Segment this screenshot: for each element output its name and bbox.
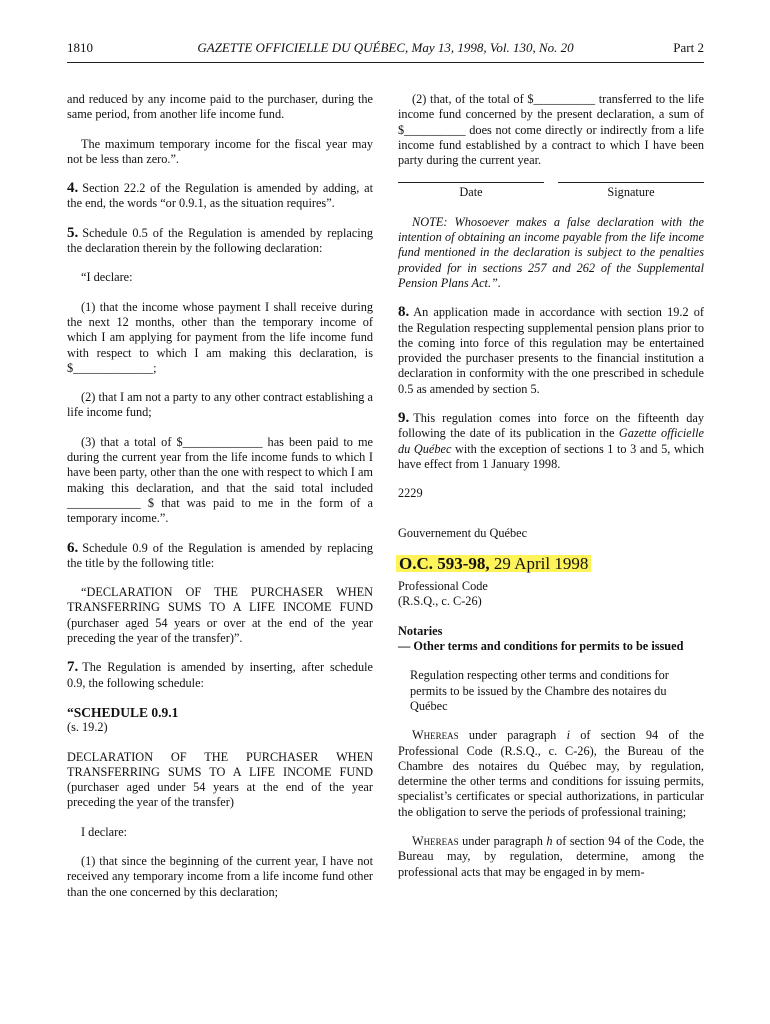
section-text: Schedule 0.5 of the Regulation is amended by replacing the declaration therein by the following declaration:	[67, 225, 373, 256]
whereas-paragraph	[398, 834, 704, 880]
gazette-title: GAZETTE OFFICIELLE DU QUÉBEC, May 13, 1998, Vol. 130, No. 20	[197, 40, 574, 55]
whereas-text: under paragraph	[458, 833, 547, 848]
section-number: 8.	[398, 304, 410, 321]
declaration-item: (2) that, of the total of $__________ transferred to the life income fund concerned by the present declaration, a sum of $__________ does not come directly or indirectly from a life income fund established by a contract to which I have been party during the current year.	[398, 92, 704, 168]
gazette-name: Gazette officielle du Québec	[398, 426, 704, 456]
signature-line: Signature	[558, 182, 704, 200]
declaration-item: (1) that the income whose payment I shall receive during the next 12 months, other than the temporary income of which I am applying for payment from the life income fund with respect to which I am making this declaration, is $_____________;	[67, 299, 373, 375]
section-text: Section 22.2 of the Regulation is amended by adding, at the end, the words “or 0.9.1, as the situation requires”.	[67, 181, 373, 211]
section-number: 5.	[67, 224, 79, 241]
section-text: The Regulation is amended by inserting, after schedule 0.9, the following schedule:	[67, 660, 373, 690]
whereas-paragraph	[398, 728, 704, 820]
code-reference: (R.S.Q., c. C-26)	[398, 594, 482, 609]
section-6	[67, 541, 373, 572]
regulation-title: Regulation respecting other terms and conditions for permits to be issued by the Chambre des notaires du Québec	[410, 668, 669, 713]
declaration-item: (2) that I am not a party to any other contract establishing a life income fund;	[67, 390, 373, 420]
section-text: with the exception of sections 1 to 3 and 5, which have effect from 1 January 1998.	[398, 441, 704, 471]
whereas-lead: Whereas	[412, 833, 459, 848]
whereas-text: of section 94 of the Code, the Bureau may, by regulation, determine, among the professional acts that may be engaged in by mem-	[398, 833, 704, 879]
header-rule	[67, 62, 704, 63]
whereas-lead: Whereas	[412, 728, 459, 743]
section-number: 6.	[67, 539, 79, 556]
whereas-text: of section 94 of the Professional Code (R.S.Q., c. C-26), the Bureau of the Chambre des notaires du Québec may, by regulation, determine the other terms and conditions for issuing permits, specialist’s certificates or special authorizations, in particular the obligation to serve the periods of professional training;	[398, 728, 704, 819]
section-number: 9.	[398, 410, 410, 427]
signature-row	[398, 182, 704, 200]
paragraph: The maximum temporary income for the fiscal year may not be less than zero.”.	[67, 136, 373, 166]
reference-number: 2229	[398, 486, 423, 501]
schedule-declaration-title: DECLARATION OF THE PURCHASER WHEN TRANSFERRING SUMS TO A LIFE INCOME FUND (purchaser aged under 54 years at the end of the year preceding the year of the transfer)	[67, 749, 373, 810]
page-header	[67, 40, 704, 60]
declaration-item: (3) that a total of $_____________ has been paid to me during the current year from the life income funds to which I have been party, other than the one with respect to which I am making this declaration, and that the said total included ____________ $ that was paid to me in the form of a temporary income.”.	[67, 434, 373, 526]
page-number: 1810	[67, 40, 93, 55]
notaries-subheading: — Other terms and conditions for permits to be issued	[398, 639, 684, 654]
paragraph-letter: h	[546, 833, 553, 848]
note: NOTE: Whosoever makes a false declaration with the intention of obtaining an income payable from the life income fund mentioned in the declaration is subject to the penalties provided for in sections 257 and 262 of the Supplemental Pension Plans Act.”.	[398, 214, 704, 290]
paragraph-letter: i	[566, 728, 570, 743]
code-name: Professional Code	[398, 579, 488, 594]
left-column	[67, 92, 373, 914]
section-4	[67, 181, 373, 212]
declare-line: I declare:	[81, 824, 128, 839]
date-line: Date	[398, 182, 544, 200]
part-label: Part 2	[673, 40, 704, 55]
order-in-council-highlight	[396, 555, 591, 572]
schedule-reference: (s. 19.2)	[67, 720, 108, 735]
notaries-heading: Notaries	[398, 623, 443, 638]
section-5	[67, 226, 373, 257]
declare-line: “I declare:	[81, 270, 133, 285]
section-text: This regulation comes into force on the fifteenth day following the date of its publication in the	[398, 411, 704, 441]
section-text: An application made in accordance with section 19.2 of the Regulation respecting supplemental pension plans prior to the coming into force of this regulation may be entertained provided the purchaser presents to the financial institution a declaration in conformity with the one prescribed in schedule 0.5 as amended by section 5.	[398, 305, 704, 396]
order-in-council	[398, 555, 704, 573]
section-8	[398, 305, 704, 397]
schedule-title: “SCHEDULE 0.9.1	[67, 704, 179, 720]
oc-number: O.C. 593-98,	[399, 553, 490, 573]
oc-date: 29 April 1998	[489, 553, 589, 573]
whereas-text: under paragraph	[458, 728, 567, 743]
government-name: Gouvernement du Québec	[398, 525, 528, 540]
section-text: Schedule 0.9 of the Regulation is amended by replacing the title by the following title:	[67, 540, 373, 570]
paragraph: and reduced by any income paid to the purchaser, during the same period, from another life income fund.	[67, 92, 373, 122]
section-number: 7.	[67, 659, 79, 676]
section-number: 4.	[67, 180, 79, 197]
quoted-title: “DECLARATION OF THE PURCHASER WHEN TRANSFERRING SUMS TO A LIFE INCOME FUND (purchaser aged 54 years or over at the end of the year preceding the year of the transfer)”.	[67, 585, 373, 646]
right-column	[398, 92, 704, 894]
declaration-item: (1) that since the beginning of the current year, I have not received any temporary income from a life income fund other than the one concerned by this declaration;	[67, 853, 373, 899]
section-9	[398, 411, 704, 472]
section-7	[67, 660, 373, 691]
